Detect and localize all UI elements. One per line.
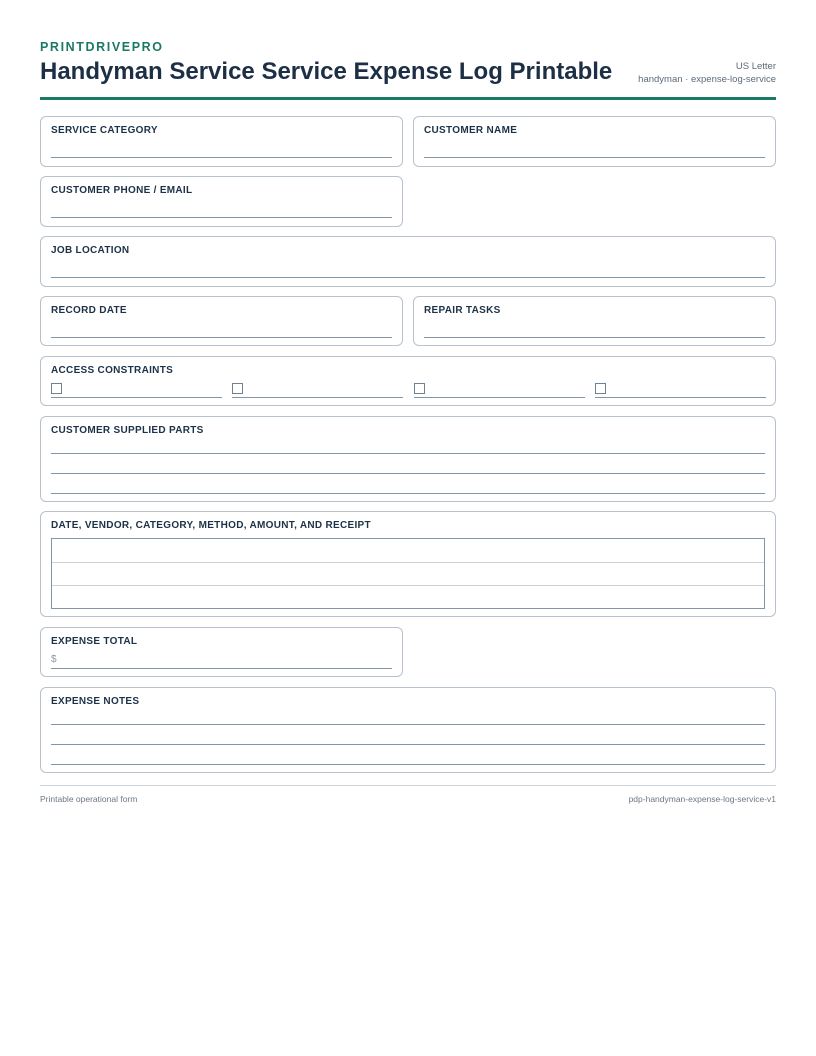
expense-notes-label: EXPENSE NOTES (51, 696, 140, 707)
writing-line[interactable] (51, 744, 765, 745)
option-line (595, 397, 766, 398)
service-category-field[interactable] (40, 116, 403, 167)
form-id: pdp-handyman-expense-log-service-v1 (628, 794, 776, 804)
customer-name-field[interactable] (413, 116, 776, 167)
writing-line[interactable] (51, 493, 765, 494)
access-constraint-option[interactable] (51, 383, 222, 398)
customer-phone-email-field[interactable] (40, 176, 403, 227)
option-line (51, 397, 222, 398)
access-constraint-option[interactable] (232, 383, 403, 398)
expense-notes-field[interactable] (40, 687, 776, 773)
customer-supplied-parts-field[interactable] (40, 416, 776, 502)
customer-supplied-parts-label: CUSTOMER SUPPLIED PARTS (51, 425, 204, 436)
expense-total-field[interactable] (40, 627, 403, 677)
access-constraints-label: ACCESS CONSTRAINTS (51, 365, 174, 376)
footer-note: Printable operational form (40, 794, 138, 804)
expense-table-label: DATE, VENDOR, CATEGORY, METHOD, AMOUNT, AND RECEIPT (51, 520, 371, 531)
writing-line[interactable] (51, 724, 765, 725)
customer-phone-email-line[interactable] (51, 217, 392, 218)
expense-total-line[interactable] (51, 668, 392, 669)
table-row-divider (52, 585, 764, 586)
service-category-line[interactable] (51, 157, 392, 158)
table-row-divider (52, 562, 764, 563)
job-location-field[interactable] (40, 236, 776, 287)
customer-name-line[interactable] (424, 157, 765, 158)
header-rule (40, 97, 776, 100)
expense-table-section (40, 511, 776, 617)
checkbox[interactable] (51, 383, 62, 394)
brand-name: PRINTDRIVEPRO (40, 40, 164, 54)
job-location-label: JOB LOCATION (51, 245, 130, 256)
record-date-line[interactable] (51, 337, 392, 338)
paper-size: US Letter (735, 61, 776, 72)
repair-tasks-field[interactable] (413, 296, 776, 346)
option-line (414, 397, 585, 398)
service-category-label: SERVICE CATEGORY (51, 125, 158, 136)
access-constraints-field (40, 356, 776, 406)
access-constraint-option[interactable] (595, 383, 766, 398)
writing-line[interactable] (51, 473, 765, 474)
checkbox[interactable] (595, 383, 606, 394)
expense-table[interactable] (51, 538, 765, 609)
form-tags: handyman · expense-log-service (638, 74, 776, 85)
form-meta (638, 60, 776, 86)
footer-rule (40, 785, 776, 786)
option-line (232, 397, 403, 398)
repair-tasks-label: REPAIR TASKS (424, 305, 501, 316)
writing-line[interactable] (51, 453, 765, 454)
access-constraint-option[interactable] (414, 383, 585, 398)
customer-phone-email-label: CUSTOMER PHONE / EMAIL (51, 185, 193, 196)
record-date-label: RECORD DATE (51, 305, 127, 316)
customer-name-label: CUSTOMER NAME (424, 125, 518, 136)
repair-tasks-line[interactable] (424, 337, 765, 338)
checkbox[interactable] (232, 383, 243, 394)
record-date-field[interactable] (40, 296, 403, 346)
currency-symbol: $ (51, 654, 57, 665)
checkbox[interactable] (414, 383, 425, 394)
page-title: Handyman Service Service Expense Log Printable (40, 58, 613, 85)
expense-total-label: EXPENSE TOTAL (51, 636, 138, 647)
job-location-line[interactable] (51, 277, 765, 278)
writing-line[interactable] (51, 764, 765, 765)
